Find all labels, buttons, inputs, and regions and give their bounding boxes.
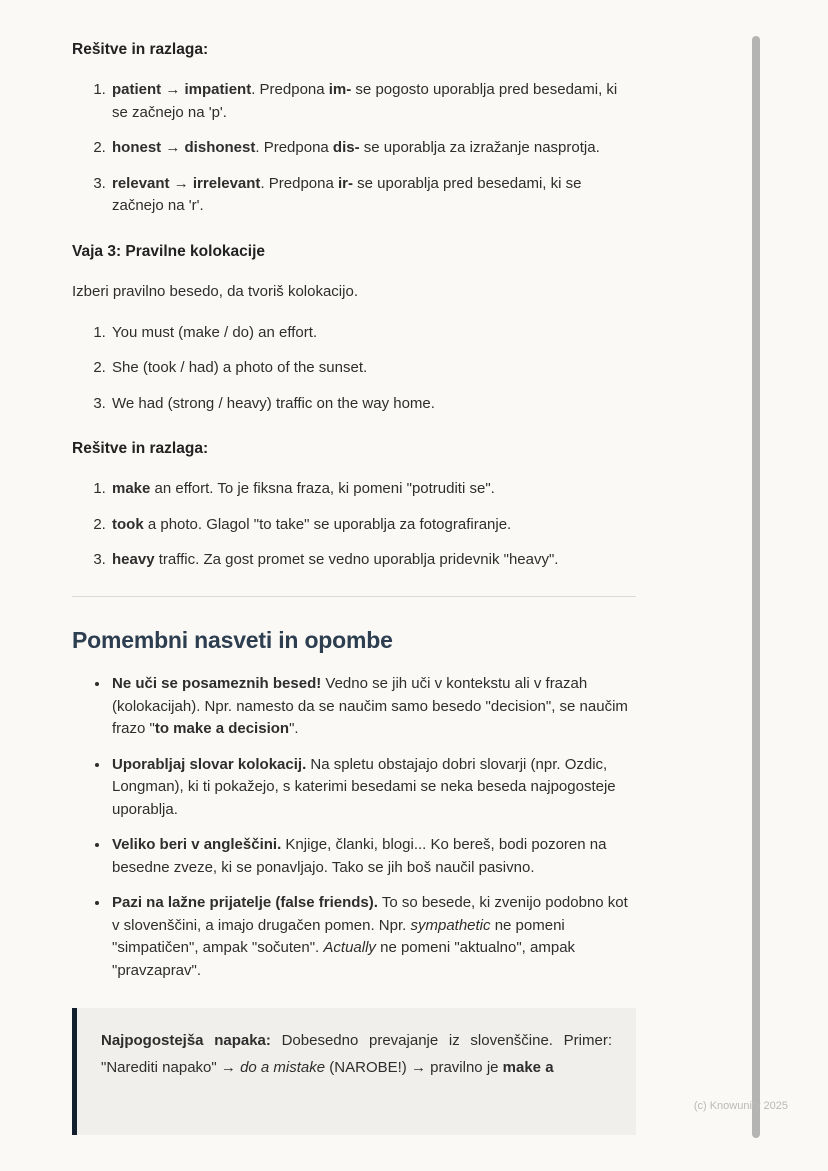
list-item: • Pazi na lažne prijatelje (false friends). To so besede, ki zvenijo podobno kot v slovenščini, a imajo drugačen pomen. Npr. sympathetic ne pomeni "simpatičen", ampak "sočuten". Actually ne pomeni "aktualno", ampak "pravzaprav". [110,892,636,982]
section-divider [72,596,636,597]
list-item: 3. heavy traffic. Za gost promet se vedno uporablja pridevnik "heavy". [110,549,636,572]
list-item: 2. She (took / had) a photo of the sunset. [110,357,636,380]
list-item: 3. We had (strong / heavy) traffic on the way home. [110,393,636,416]
exercise3-list [72,322,636,416]
document-content [72,38,636,1171]
solutions-list-2 [72,478,636,572]
callout-text: Najpogostejša napaka: Dobesedno prevajanje iz slovenščine. Primer: "Narediti napako" → do a mistake (NAROBE!) → pravilno je make a [101,1032,612,1076]
list-item: • Veliko beri v angleščini. Knjige, članki, blogi... Ko bereš, bodi pozoren na besedne zveze, ki se ponavljajo. Tako se jih boš naučil pasivno. [110,834,636,879]
scrollbar-thumb[interactable] [752,36,760,1138]
list-item: 2. took a photo. Glagol "to take" se uporablja za fotografiranje. [110,514,636,537]
tips-list [72,673,636,982]
exercise3-intro: Izberi pravilno besedo, da tvoriš kolokacijo. [72,283,358,300]
list-item: 1. patient → impatient. Predpona im- se pogosto uporablja pred besedami, ki se začnejo na 'p'. [110,79,636,124]
list-item: 3. relevant → irrelevant. Predpona ir- se uporablja pred besedami, ki se začnejo na 'r'. [110,173,636,218]
page-bottom-margin [0,1135,828,1171]
watermark: (c) Knowunity 2025 [693,1100,788,1112]
solutions-heading-2: Rešitve in razlaga: [72,440,209,457]
solutions-list-1 [72,79,636,218]
exercise3-heading: Vaja 3: Pravilne kolokacije [72,242,266,260]
solutions-heading-1: Rešitve in razlaga: [72,41,209,58]
list-item: 1. You must (make / do) an effort. [110,322,636,345]
list-item: 2. honest → dishonest. Predpona dis- se uporablja za izražanje nasprotja. [110,137,636,160]
list-item: • Uporabljaj slovar kolokacij. Na spletu obstajajo dobri slovarji (npr. Ozdic, Longman), ki ti pokažejo, s katerimi besedami se neka beseda najpogosteje uporablja. [110,754,636,822]
tips-heading: Pomembni nasveti in opombe [72,626,393,653]
list-item: • Ne uči se posameznih besed! Vedno se jih uči v kontekstu ali v frazah (kolokacijah). Npr. namesto da se naučim samo besedo "decision", se naučim frazo "to make a decision". [110,673,636,741]
list-item: 1. make an effort. To je fiksna fraza, ki pomeni "potruditi se". [110,478,636,501]
